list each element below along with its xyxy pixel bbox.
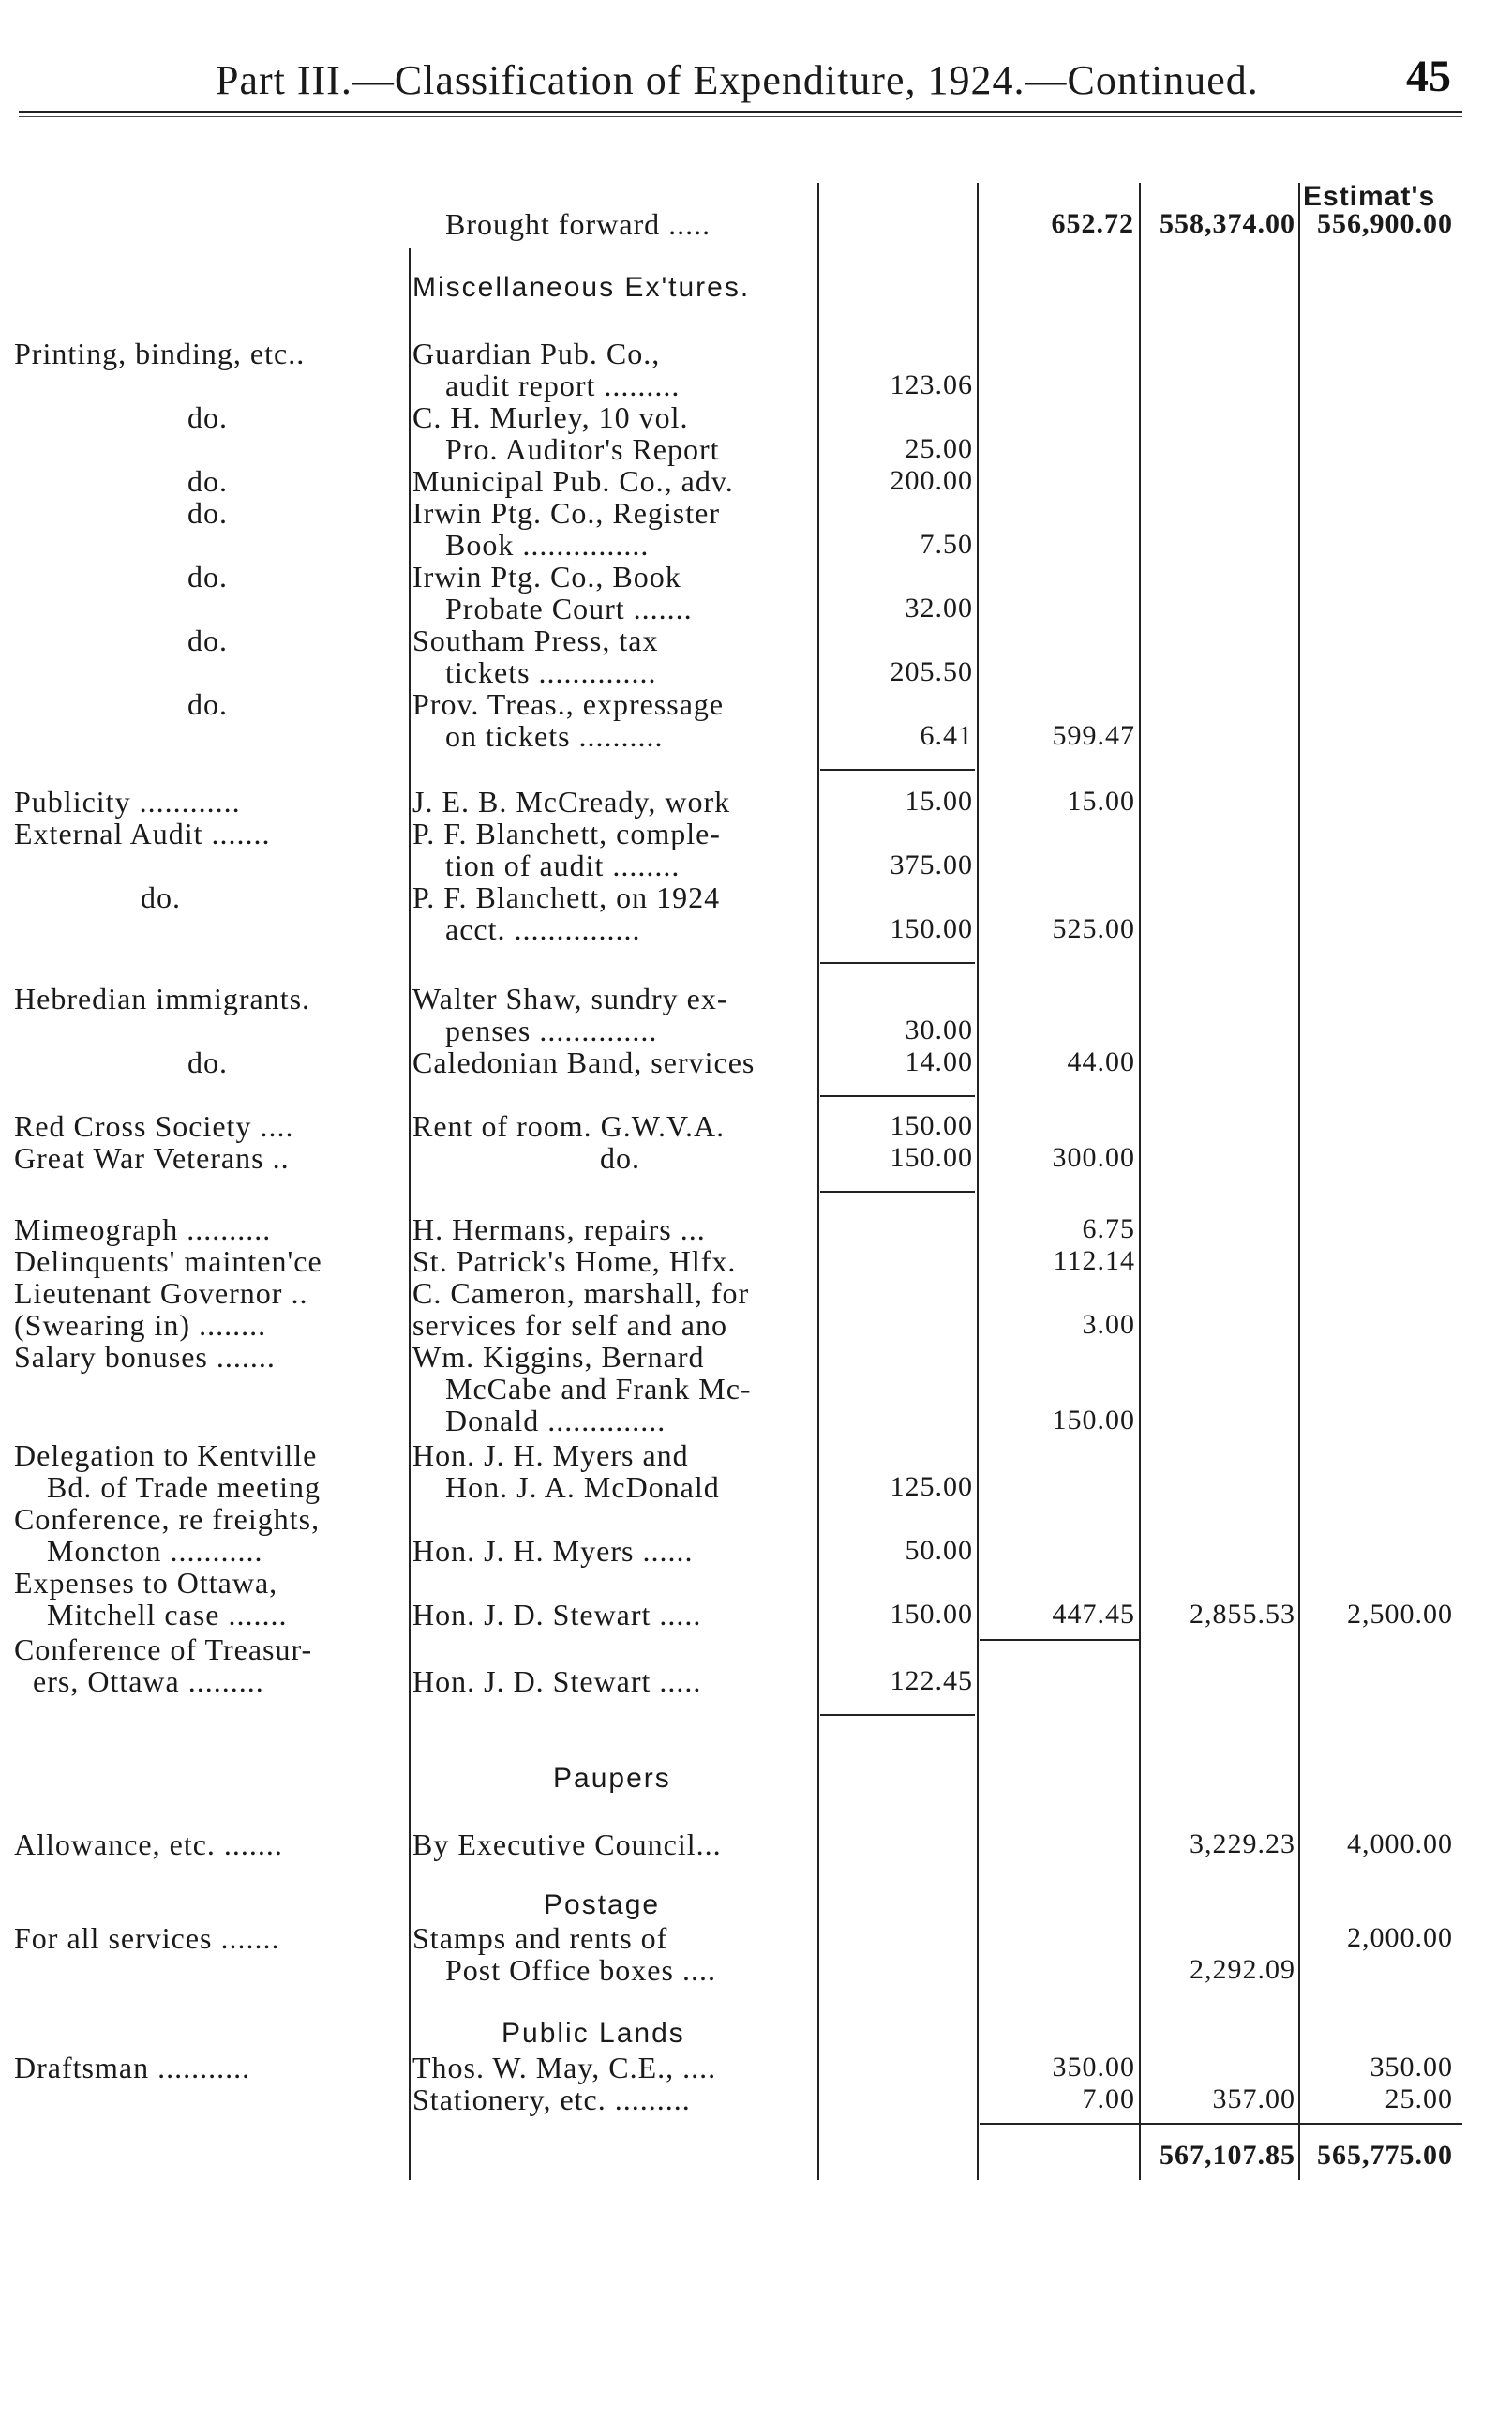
column-rule-desc	[409, 248, 411, 2180]
category-cell: Printing, binding, etc..	[14, 337, 306, 370]
category-cell: (Swearing in) ........	[14, 1308, 267, 1342]
amount-cell: 25.00	[905, 433, 973, 464]
brought-forward-col3: 652.72	[1051, 208, 1134, 239]
grand-total-cell: 567,107.85	[1160, 2140, 1295, 2171]
category-cell: Mitchell case .......	[47, 1598, 288, 1632]
category-cell: Delegation to Kentville	[14, 1438, 318, 1472]
amount-cell: 375.00	[890, 850, 973, 880]
description-cell: Irwin Ptg. Co., Book	[412, 560, 681, 594]
section-heading-paupers: Paupers	[553, 1763, 671, 1794]
amount-cell: 15.00	[905, 786, 973, 817]
description-cell: audit report .........	[445, 368, 681, 402]
amount-cell: 30.00	[905, 1015, 973, 1045]
page-header	[0, 38, 1512, 113]
section-total-cell: 2,292.09	[1190, 1954, 1295, 1985]
subtotal-cell: 599.47	[1052, 720, 1135, 751]
category-cell: Publicity ............	[14, 785, 241, 819]
category-cell: do.	[141, 880, 181, 914]
subtotal-cell: 300.00	[1052, 1142, 1135, 1173]
estimate-cell: 4,000.00	[1347, 1828, 1453, 1859]
description-cell: Southam Press, tax	[412, 624, 659, 657]
subtotal-rule	[820, 1191, 975, 1193]
amount-cell: 150.00	[890, 1599, 973, 1630]
category-cell: Hebredian immigrants.	[14, 982, 311, 1015]
amount-cell: 50.00	[905, 1535, 973, 1566]
category-cell: Expenses to Ottawa,	[14, 1566, 278, 1600]
description-cell: H. Hermans, repairs ...	[412, 1212, 706, 1246]
description-cell: Probate Court .......	[445, 592, 693, 625]
description-cell: Stationery, etc. .........	[412, 2083, 691, 2116]
column-rule-col4	[1298, 183, 1300, 2180]
estimate-cell: 2,000.00	[1347, 1922, 1453, 1953]
description-cell: C. Cameron, marshall, for	[412, 1276, 750, 1310]
amount-cell: 200.00	[890, 465, 973, 496]
category-cell: Moncton ...........	[47, 1534, 263, 1568]
category-cell: Salary bonuses .......	[14, 1340, 276, 1374]
subtotal-rule	[820, 1714, 975, 1716]
category-cell: Mimeograph ..........	[14, 1212, 272, 1246]
description-cell: Municipal Pub. Co., adv.	[412, 464, 734, 498]
amount-cell: 7.50	[920, 529, 973, 560]
description-cell: Caledonian Band, services	[412, 1045, 756, 1079]
category-cell: Conference, re freights,	[14, 1502, 321, 1536]
amount-cell: 122.45	[890, 1665, 973, 1696]
subtotal-cell: 447.45	[1052, 1599, 1135, 1630]
category-cell: Allowance, etc. .......	[14, 1827, 283, 1861]
brought-forward-label: Brought forward .....	[445, 207, 711, 241]
amount-cell: 123.06	[890, 369, 973, 400]
category-cell: do.	[187, 496, 228, 530]
description-cell: Thos. W. May, C.E., ....	[412, 2051, 717, 2084]
header-rule-thin	[19, 116, 1462, 117]
column-rule-col2	[977, 183, 979, 2180]
description-cell: Guardian Pub. Co.,	[412, 337, 661, 370]
description-cell: services for self and ano	[412, 1308, 727, 1342]
description-cell: Hon. J. H. Myers and	[412, 1438, 689, 1472]
description-cell: C. H. Murley, 10 vol.	[412, 400, 689, 434]
description-cell: Post Office boxes ....	[445, 1953, 716, 1987]
amount-cell: 6.41	[920, 720, 973, 751]
description-cell: Hon. J. H. Myers ......	[412, 1534, 694, 1568]
description-cell: Book ...............	[445, 528, 650, 562]
category-cell: do.	[187, 400, 228, 434]
description-cell: St. Patrick's Home, Hlfx.	[412, 1244, 737, 1278]
estimate-column-heading: Estimat's	[1303, 181, 1436, 212]
page-number: 45	[1406, 52, 1451, 101]
category-cell: do.	[187, 1045, 228, 1079]
estimate-cell: 350.00	[1370, 2052, 1453, 2083]
description-cell: Stamps and rents of	[412, 1921, 668, 1955]
subtotal-cell: 150.00	[1052, 1405, 1135, 1436]
description-cell: Hon. J. D. Stewart .....	[412, 1598, 702, 1632]
description-cell: Prov. Treas., expressage	[412, 687, 725, 721]
section-total-cell: 2,855.53	[1190, 1599, 1295, 1630]
description-cell: P. F. Blanchett, comple-	[412, 817, 721, 850]
estimate-cell: 25.00	[1385, 2083, 1453, 2114]
subtotal-cell: 44.00	[1067, 1046, 1135, 1077]
amount-cell: 14.00	[905, 1046, 973, 1077]
description-cell: J. E. B. McCready, work	[412, 785, 731, 819]
category-cell: do.	[187, 687, 228, 721]
amount-cell: 150.00	[890, 1142, 973, 1173]
category-cell: Lieutenant Governor ..	[14, 1276, 308, 1310]
total-rule	[980, 2123, 1462, 2125]
category-cell: Bd. of Trade meeting	[47, 1470, 321, 1504]
section-total-cell: 3,229.23	[1190, 1828, 1295, 1859]
category-cell: do.	[187, 624, 228, 657]
description-cell: on tickets ..........	[445, 719, 664, 753]
amount-cell: 150.00	[890, 913, 973, 944]
category-cell: Red Cross Society ....	[14, 1109, 294, 1143]
amount-cell: 150.00	[890, 1110, 973, 1141]
category-cell: ers, Ottawa .........	[33, 1664, 264, 1698]
category-cell: Draftsman ...........	[14, 2051, 251, 2084]
description-cell: McCabe and Frank Mc-	[445, 1372, 752, 1406]
subtotal-rule	[820, 962, 975, 964]
subtotal-cell: 525.00	[1052, 913, 1135, 944]
description-cell: By Executive Council...	[412, 1827, 722, 1861]
subtotal-cell: 7.00	[1082, 2083, 1135, 2114]
description-cell: Hon. J. A. McDonald	[445, 1470, 720, 1504]
amount-cell: 205.50	[890, 656, 973, 687]
category-cell: For all services .......	[14, 1921, 280, 1955]
category-cell: do.	[187, 464, 228, 498]
subtotal-rule	[980, 1639, 1139, 1641]
section-total-cell: 357.00	[1212, 2083, 1295, 2114]
description-cell: do.	[600, 1141, 640, 1175]
description-cell: P. F. Blanchett, on 1924	[412, 880, 721, 914]
category-cell: Delinquents' mainten'ce	[14, 1244, 322, 1278]
description-cell: Walter Shaw, sundry ex-	[412, 982, 728, 1015]
description-cell: penses ..............	[445, 1014, 658, 1047]
amount-cell: 125.00	[890, 1471, 973, 1502]
subtotal-rule	[820, 1095, 975, 1097]
subtotal-cell: 3.00	[1082, 1309, 1135, 1340]
brought-forward-col5: 556,900.00	[1317, 208, 1453, 239]
amount-cell: 32.00	[905, 593, 973, 624]
description-cell: Rent of room. G.W.V.A.	[412, 1109, 726, 1143]
section-heading-public-lands: Public Lands	[502, 2018, 685, 2049]
grand-total-estimate-cell: 565,775.00	[1317, 2140, 1453, 2171]
description-cell: Hon. J. D. Stewart .....	[412, 1664, 702, 1698]
section-heading-postage: Postage	[544, 1889, 661, 1920]
brought-forward-col4: 558,374.00	[1160, 208, 1295, 239]
category-cell: Conference of Treasur-	[14, 1632, 313, 1666]
subtotal-rule	[820, 769, 975, 771]
description-cell: tion of audit ........	[445, 849, 681, 882]
description-cell: Wm. Kiggins, Bernard	[412, 1340, 705, 1374]
category-cell: External Audit .......	[14, 817, 271, 850]
subtotal-cell: 350.00	[1052, 2052, 1135, 2083]
description-cell: acct. ...............	[445, 912, 641, 946]
section-heading-misc: Miscellaneous Ex'tures.	[412, 272, 751, 303]
category-cell: do.	[187, 560, 228, 594]
column-rule-col1	[817, 183, 819, 2180]
description-cell: Donald ..............	[445, 1404, 666, 1437]
estimate-cell: 2,500.00	[1347, 1599, 1453, 1630]
subtotal-cell: 6.75	[1082, 1213, 1135, 1244]
category-cell: Great War Veterans ..	[14, 1141, 290, 1175]
description-cell: tickets ..............	[445, 655, 657, 689]
subtotal-cell: 15.00	[1067, 786, 1135, 817]
header-rule	[19, 111, 1462, 113]
description-cell: Irwin Ptg. Co., Register	[412, 496, 720, 530]
description-cell: Pro. Auditor's Report	[445, 432, 720, 466]
column-rule-col3	[1139, 183, 1141, 2180]
page-title: Part III.—Classification of Expenditure, 1924.—Continued.	[216, 57, 1259, 103]
subtotal-cell: 112.14	[1053, 1245, 1135, 1276]
